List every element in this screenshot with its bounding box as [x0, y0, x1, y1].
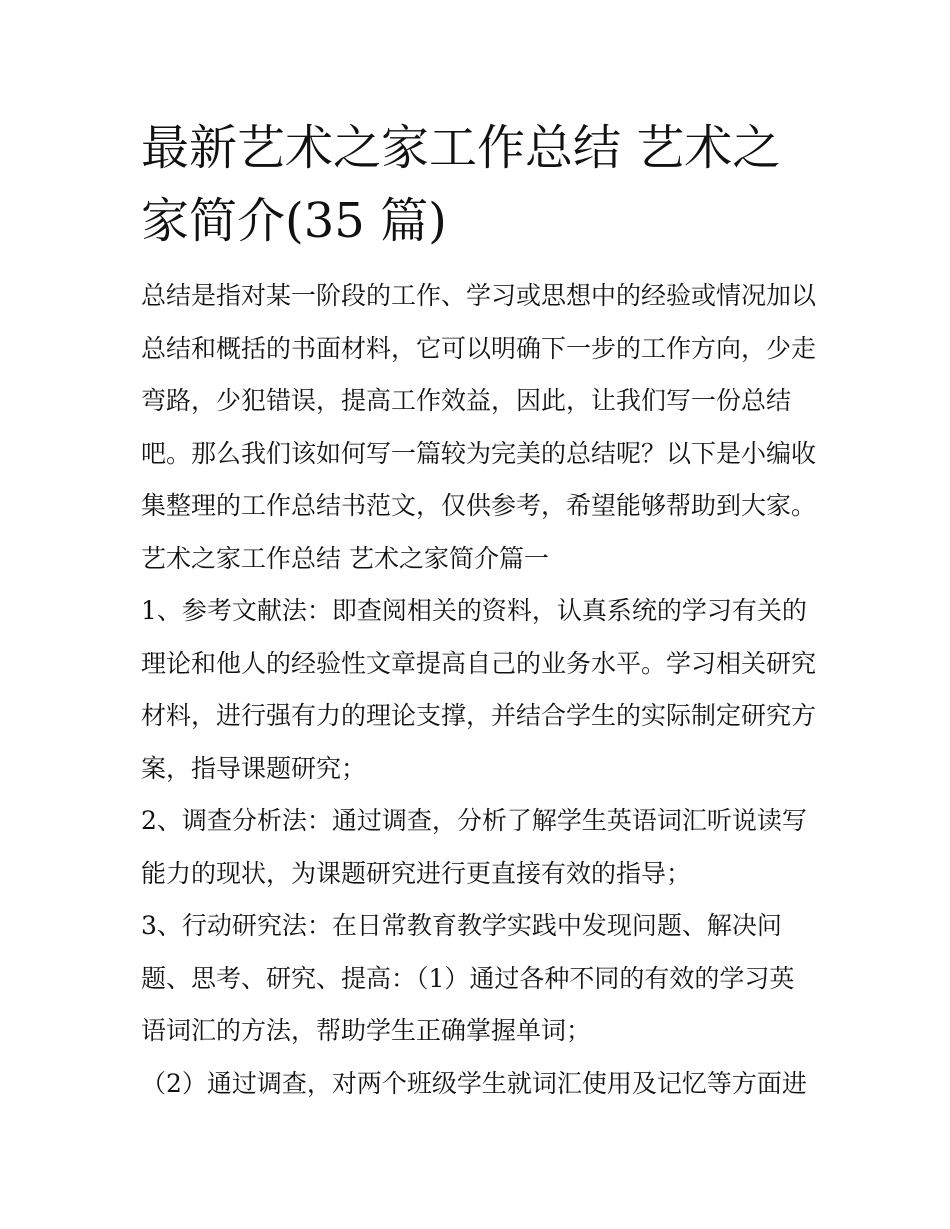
- method-item-line: 1、参考文献法：即查阅相关的资料，认真系统的学习有关的: [141, 596, 807, 625]
- title-line: 最新艺术之家工作总结 艺术之: [141, 120, 781, 176]
- document-title: [141, 112, 831, 258]
- method-item-line: 材料，进行强有力的理论支撑，并结合学生的实际制定研究方: [141, 701, 817, 730]
- method-item-line: 题、思考、研究、提高：（1）通过各种不同的有效的学习英: [141, 963, 795, 993]
- intro-paragraph-line: 吧。那么我们该如何写一篇较为完美的总结呢？以下是小编收: [141, 438, 817, 468]
- method-item-line: 2、调查分析法：通过调查，分析了解学生英语词汇听说读写: [141, 806, 807, 835]
- method-item-line: 3、行动研究法：在日常教育教学实践中发现问题、解决问: [141, 911, 782, 940]
- section-heading: 艺术之家工作总结 艺术之家简介篇一: [141, 543, 549, 573]
- method-item-line: （2）通过调查，对两个班级学生就词汇使用及记忆等方面进: [141, 1068, 807, 1098]
- method-item-line: 能力的现状，为课题研究进行更直接有效的指导；: [141, 858, 692, 888]
- document-content: [141, 112, 831, 1110]
- title-line: 家简介(35 篇): [141, 193, 447, 249]
- method-item-line: 语词汇的方法，帮助学生正确掌握单词；: [141, 1016, 592, 1045]
- intro-paragraph-line: 总结是指对某一阶段的工作、学习或思想中的经验或情况加以: [141, 281, 817, 310]
- method-item-line: 案，指导课题研究；: [141, 753, 367, 783]
- intro-paragraph-line: 总结和概括的书面材料，它可以明确下一步的工作方向，少走: [141, 333, 817, 363]
- intro-paragraph-line: 集整理的工作总结书范文，仅供参考，希望能够帮助到大家。: [141, 491, 817, 520]
- intro-paragraph-line: 弯路，少犯错误，提高工作效益，因此，让我们写一份总结: [141, 386, 792, 415]
- method-item-line: 理论和他人的经验性文章提高自己的业务水平。学习相关研究: [141, 648, 817, 678]
- document-body: [141, 270, 831, 1110]
